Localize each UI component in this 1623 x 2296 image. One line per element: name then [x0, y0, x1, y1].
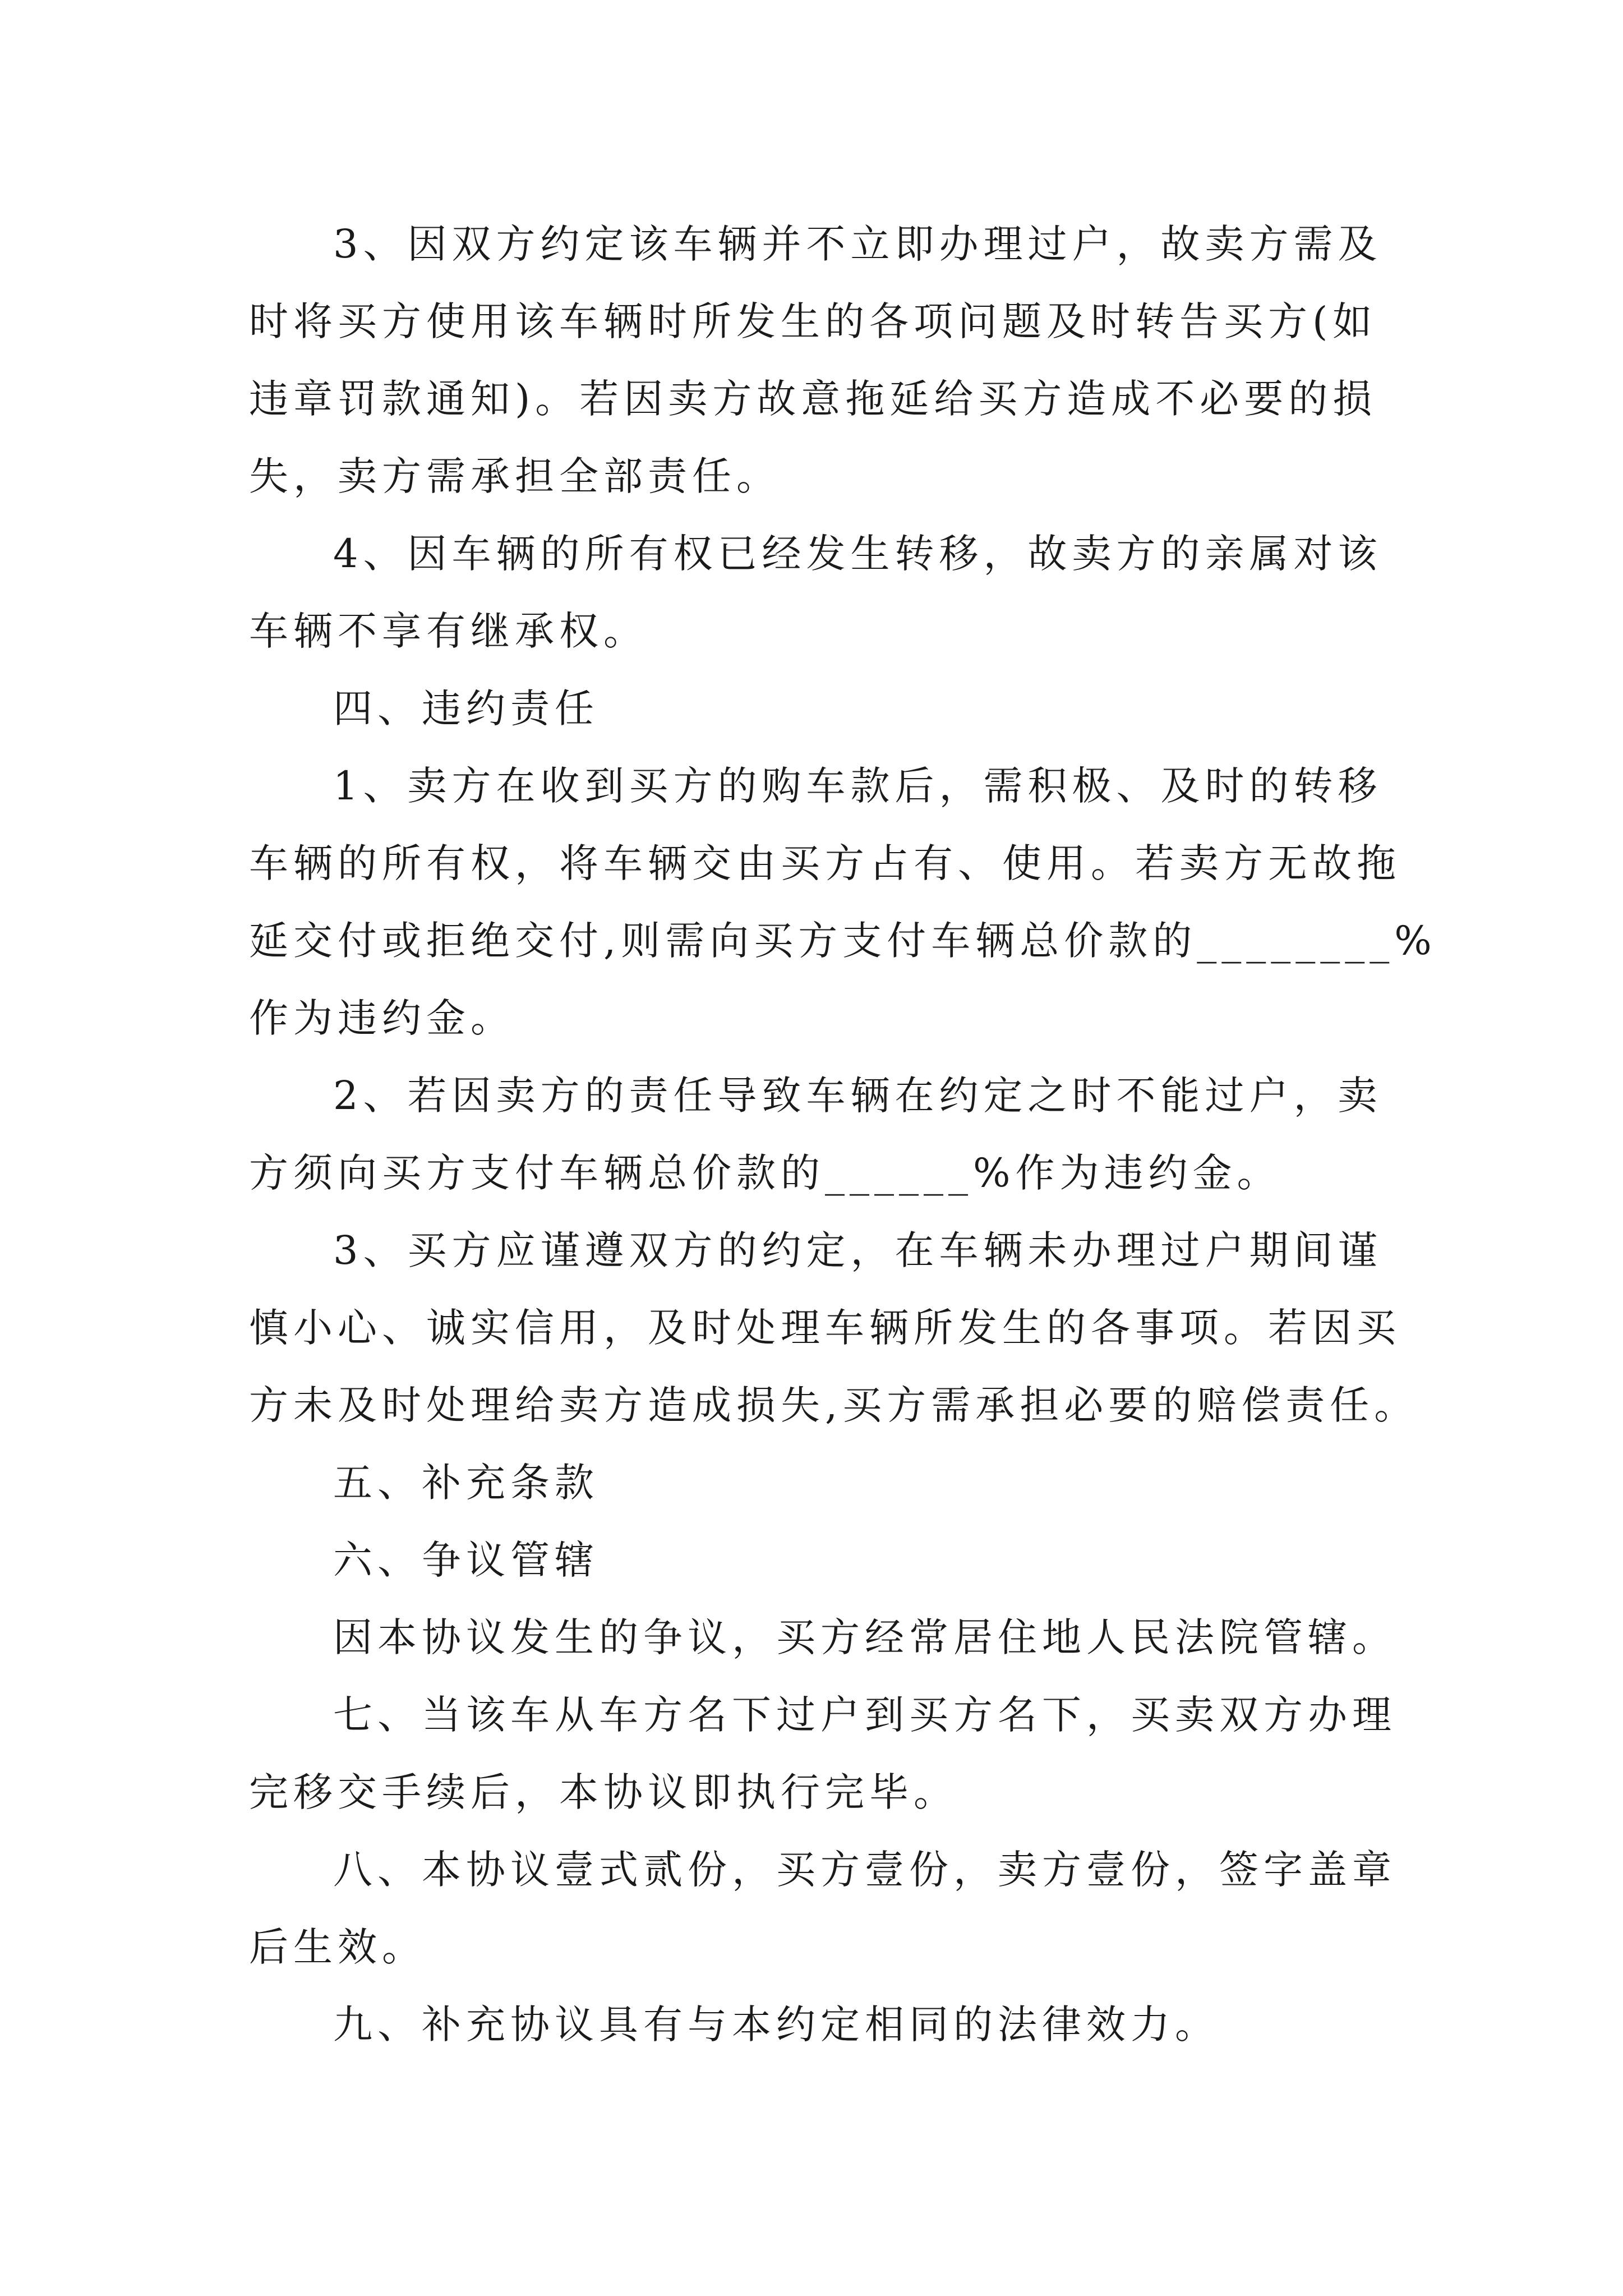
breach-3-line-1: 3、买方应谨遵双方的约定，在车辆未办理过户期间谨: [333, 1227, 1382, 1273]
clause-3-line-4: 失，卖方需承担全部责任。: [249, 453, 781, 499]
breach-2-line-2: 方须向买方支付车辆总价款的______%作为违约金。: [249, 1150, 1281, 1196]
breach-1-line-4: 作为违约金。: [249, 995, 515, 1041]
breach-1-line-2: 车辆的所有权，将车辆交由买方占有、使用。若卖方无故拖: [249, 840, 1401, 886]
clause-3-line-2: 时将买方使用该车辆时所发生的各项问题及时转告买方(如: [249, 298, 1377, 344]
section-5-heading: 五、补充条款: [333, 1460, 599, 1506]
section-8-line-1: 八、本协议壹式贰份，买方壹份，卖方壹份，签字盖章: [333, 1847, 1396, 1893]
clause-4-line-1: 4、因车辆的所有权已经发生转移，故卖方的亲属对该: [333, 531, 1382, 577]
breach-3-line-3: 方未及时处理给卖方造成损失,买方需承担必要的赔偿责任。: [249, 1382, 1419, 1428]
breach-1-line-1: 1、卖方在收到买方的购车款后，需积极、及时的转移: [333, 763, 1382, 809]
breach-1-line-3: 延交付或拒绝交付,则需向买方支付车辆总价款的________%: [249, 918, 1437, 964]
breach-2-line-1: 2、若因卖方的责任导致车辆在约定之时不能过户，卖: [333, 1073, 1382, 1119]
section-7-line-1: 七、当该车从车方名下过户到买方名下，买卖双方办理: [333, 1692, 1396, 1738]
section-6-heading: 六、争议管辖: [333, 1537, 599, 1583]
section-4-heading: 四、违约责任: [333, 685, 599, 731]
clause-3-line-1: 3、因双方约定该车辆并不立即办理过户，故卖方需及: [333, 221, 1382, 267]
clause-4-line-2: 车辆不享有继承权。: [249, 608, 648, 654]
clause-3-line-3: 违章罚款通知)。若因卖方故意拖延给买方造成不必要的损: [249, 376, 1377, 422]
section-8-line-2: 后生效。: [249, 1924, 426, 1970]
breach-3-line-2: 慎小心、诚实信用，及时处理车辆所发生的各事项。若因买: [249, 1305, 1401, 1351]
section-7-line-2: 完移交手续后，本协议即执行完毕。: [249, 1769, 958, 1815]
jurisdiction-text: 因本协议发生的争议，买方经常居住地人民法院管辖。: [333, 1614, 1396, 1660]
section-9-text: 九、补充协议具有与本约定相同的法律效力。: [333, 2001, 1219, 2047]
